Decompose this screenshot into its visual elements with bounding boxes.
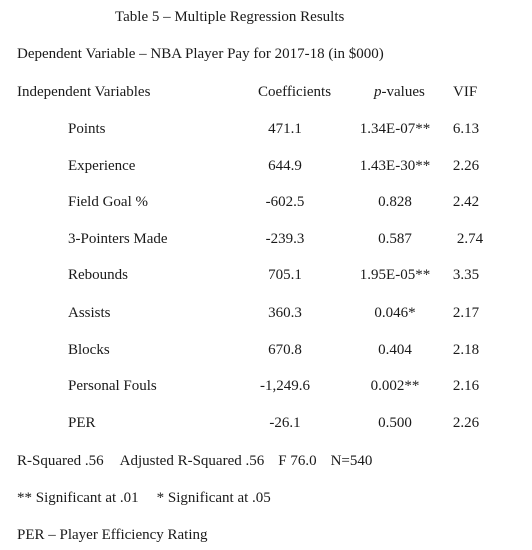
row-vif: 2.16 [452,378,480,394]
header-p-rest: -values [381,84,425,100]
significance-01: ** Significant at .01 [17,490,139,506]
row-vif: 2.26 [452,158,480,174]
row-coefficient: 644.9 [268,158,302,174]
regression-stats [17,452,372,470]
per-definition: PER – Player Efficiency Rating [17,527,208,543]
row-coefficient: 705.1 [268,267,302,283]
row-vif: 2.17 [452,305,480,321]
row-variable: PER [68,415,96,431]
significance-legend [17,489,271,507]
row-vif: 6.13 [452,121,480,137]
row-coefficient: -602.5 [265,194,305,210]
row-p-value: 1.95E-05** [359,267,431,283]
row-p-value: 1.34E-07** [359,121,431,137]
row-coefficient: 471.1 [268,121,302,137]
significance-05: * Significant at .05 [156,490,271,506]
header-coefficients: Coefficients [258,84,332,100]
row-variable: Assists [68,305,111,321]
row-vif: 2.74 [456,231,484,247]
row-p-value: 0.500 [378,415,412,431]
row-vif: 2.18 [452,342,480,358]
header-p-italic: p [374,84,382,100]
dependent-variable: Dependent Variable – NBA Player Pay for 2017-18 (in $000) [17,46,384,62]
row-coefficient: 670.8 [268,342,302,358]
sample-size: N=540 [330,453,373,469]
row-p-value: 0.587 [378,231,412,247]
row-variable: Experience [68,158,136,174]
row-variable: Rebounds [68,267,128,283]
row-vif: 2.42 [452,194,480,210]
header-vif: VIF [453,84,478,100]
header-independent-variables: Independent Variables [17,84,151,100]
header-p-values [374,83,425,101]
row-coefficient: -239.3 [265,231,305,247]
r-squared: R-Squared .56 [17,453,104,469]
page-title: Table 5 – Multiple Regression Results [115,9,345,25]
row-variable: Blocks [68,342,110,358]
row-variable: Points [68,121,106,137]
adjusted-r-squared: Adjusted R-Squared .56 [119,453,265,469]
row-vif: 2.26 [452,415,480,431]
row-coefficient: 360.3 [268,305,302,321]
row-p-value: 0.404 [378,342,412,358]
row-p-value: 0.828 [378,194,412,210]
f-statistic: F 76.0 [278,453,317,469]
row-p-value: 1.43E-30** [359,158,431,174]
row-variable: Field Goal % [68,194,148,210]
row-variable: Personal Fouls [68,378,157,394]
row-coefficient: -1,249.6 [260,378,310,394]
row-variable: 3-Pointers Made [68,231,168,247]
row-p-value: 0.046* [374,305,416,321]
row-vif: 3.35 [452,267,480,283]
row-coefficient: -26.1 [269,415,301,431]
row-p-value: 0.002** [370,378,420,394]
